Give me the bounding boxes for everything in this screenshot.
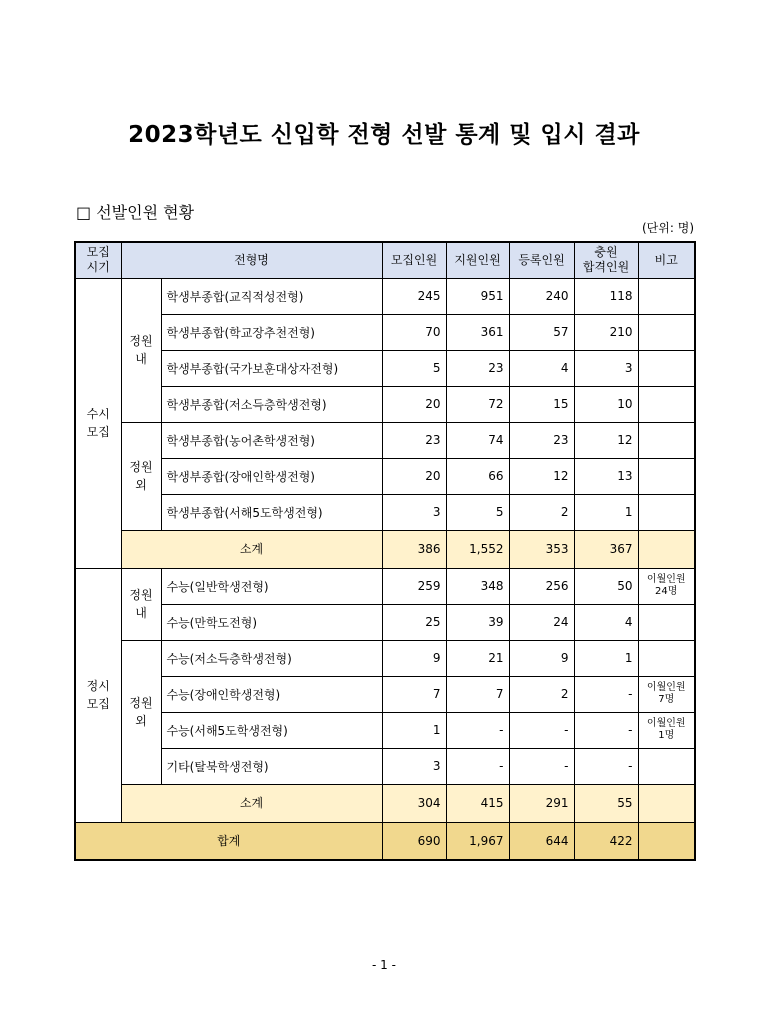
note-value: [638, 494, 695, 530]
type-name: 학생부종합(학교장추천전형): [161, 314, 382, 350]
additional-value: 4: [574, 604, 638, 640]
quota-value: 1: [382, 712, 446, 748]
quota-value: 9: [382, 640, 446, 676]
additional-value: 3: [574, 350, 638, 386]
table-row: [75, 748, 695, 784]
quota-value: 20: [382, 458, 446, 494]
quota-value: 259: [382, 568, 446, 604]
table-row: [75, 458, 695, 494]
subtotal-applicants: 415: [446, 784, 509, 822]
note-value: 이월인원 7명: [638, 676, 695, 712]
note-value: [638, 458, 695, 494]
subtotal-applicants: 1,552: [446, 530, 509, 568]
total-note: [638, 822, 695, 860]
type-name: 수능(일반학생전형): [161, 568, 382, 604]
header-period: 모집 시기: [75, 242, 121, 278]
registered-value: 23: [509, 422, 574, 458]
document-title: 2023학년도 신입학 전형 선발 통계 및 입시 결과: [128, 122, 640, 148]
note-value: 이월인원 1명: [638, 712, 695, 748]
type-name: 기타(탈북학생전형): [161, 748, 382, 784]
note-value: [638, 422, 695, 458]
header-row: [75, 242, 695, 278]
type-name: 학생부종합(농어촌학생전형): [161, 422, 382, 458]
jeongsi-period-label: 정시 모집: [75, 568, 121, 822]
registered-value: 57: [509, 314, 574, 350]
registered-value: 9: [509, 640, 574, 676]
type-name: 수능(저소득층학생전형): [161, 640, 382, 676]
header-additional: 충원 합격인원: [574, 242, 638, 278]
type-name: 수능(장애인학생전형): [161, 676, 382, 712]
header-applicants: 지원인원: [446, 242, 509, 278]
susi-in-quota-label: 정원 내: [121, 278, 161, 422]
header-note: 비고: [638, 242, 695, 278]
quota-value: 7: [382, 676, 446, 712]
subtotal-label: 소계: [121, 530, 382, 568]
table-row: [75, 278, 695, 314]
note-value: [638, 748, 695, 784]
type-name: 학생부종합(국가보훈대상자전형): [161, 350, 382, 386]
quota-value: 3: [382, 494, 446, 530]
applicants-value: 23: [446, 350, 509, 386]
jeongsi-subtotal-row: [75, 784, 695, 822]
table-row: [75, 568, 695, 604]
applicants-value: 361: [446, 314, 509, 350]
additional-value: -: [574, 712, 638, 748]
registered-value: 2: [509, 494, 574, 530]
applicants-value: -: [446, 748, 509, 784]
subtotal-additional: 55: [574, 784, 638, 822]
subtotal-note: [638, 530, 695, 568]
note-value: [638, 314, 695, 350]
registered-value: 2: [509, 676, 574, 712]
table-row: [75, 604, 695, 640]
additional-value: -: [574, 748, 638, 784]
subtotal-quota: 386: [382, 530, 446, 568]
total-label: 합계: [75, 822, 382, 860]
table-row: [75, 676, 695, 712]
additional-value: 1: [574, 640, 638, 676]
subtotal-registered: 353: [509, 530, 574, 568]
page-number: - 1 -: [372, 958, 396, 972]
note-value: [638, 640, 695, 676]
applicants-value: 348: [446, 568, 509, 604]
type-name: 학생부종합(서해5도학생전형): [161, 494, 382, 530]
registered-value: 4: [509, 350, 574, 386]
table-row: [75, 314, 695, 350]
note-value: 이월인원 24명: [638, 568, 695, 604]
registered-value: -: [509, 712, 574, 748]
header-type: 전형명: [121, 242, 382, 278]
registered-value: 240: [509, 278, 574, 314]
subtotal-registered: 291: [509, 784, 574, 822]
table-row: [75, 640, 695, 676]
quota-value: 23: [382, 422, 446, 458]
type-name: 학생부종합(저소득층학생전형): [161, 386, 382, 422]
applicants-value: -: [446, 712, 509, 748]
applicants-value: 72: [446, 386, 509, 422]
note-value: [638, 386, 695, 422]
quota-value: 245: [382, 278, 446, 314]
additional-value: 13: [574, 458, 638, 494]
unit-label: (단위: 명): [642, 221, 694, 235]
header-registered: 등록인원: [509, 242, 574, 278]
subtotal-note: [638, 784, 695, 822]
table-row: [75, 422, 695, 458]
type-name: 수능(서해5도학생전형): [161, 712, 382, 748]
additional-value: 118: [574, 278, 638, 314]
applicants-value: 7: [446, 676, 509, 712]
note-value: [638, 604, 695, 640]
applicants-value: 951: [446, 278, 509, 314]
subtotal-quota: 304: [382, 784, 446, 822]
applicants-value: 5: [446, 494, 509, 530]
header-quota: 모집인원: [382, 242, 446, 278]
total-row: [75, 822, 695, 860]
note-value: [638, 278, 695, 314]
table-row: [75, 350, 695, 386]
registered-value: 24: [509, 604, 574, 640]
registered-value: 256: [509, 568, 574, 604]
additional-value: 210: [574, 314, 638, 350]
applicants-value: 74: [446, 422, 509, 458]
subtotal-additional: 367: [574, 530, 638, 568]
susi-out-quota-label: 정원 외: [121, 422, 161, 530]
jeongsi-out-quota-label: 정원 외: [121, 640, 161, 784]
registered-value: 12: [509, 458, 574, 494]
registered-value: -: [509, 748, 574, 784]
additional-value: 12: [574, 422, 638, 458]
jeongsi-in-quota-label: 정원 내: [121, 568, 161, 640]
total-registered: 644: [509, 822, 574, 860]
total-applicants: 1,967: [446, 822, 509, 860]
additional-value: 50: [574, 568, 638, 604]
susi-period-label: 수시 모집: [75, 278, 121, 568]
admission-stats-table: [74, 241, 696, 861]
subtotal-label: 소계: [121, 784, 382, 822]
quota-value: 25: [382, 604, 446, 640]
total-quota: 690: [382, 822, 446, 860]
additional-value: 10: [574, 386, 638, 422]
table-row: [75, 386, 695, 422]
applicants-value: 39: [446, 604, 509, 640]
quota-value: 5: [382, 350, 446, 386]
type-name: 수능(만학도전형): [161, 604, 382, 640]
quota-value: 20: [382, 386, 446, 422]
type-name: 학생부종합(교직적성전형): [161, 278, 382, 314]
additional-value: -: [574, 676, 638, 712]
table-row: [75, 712, 695, 748]
type-name: 학생부종합(장애인학생전형): [161, 458, 382, 494]
applicants-value: 66: [446, 458, 509, 494]
additional-value: 1: [574, 494, 638, 530]
note-value: [638, 350, 695, 386]
applicants-value: 21: [446, 640, 509, 676]
section-title: □ 선발인원 현황: [76, 203, 195, 222]
total-additional: 422: [574, 822, 638, 860]
quota-value: 3: [382, 748, 446, 784]
quota-value: 70: [382, 314, 446, 350]
susi-subtotal-row: [75, 530, 695, 568]
table-row: [75, 494, 695, 530]
registered-value: 15: [509, 386, 574, 422]
